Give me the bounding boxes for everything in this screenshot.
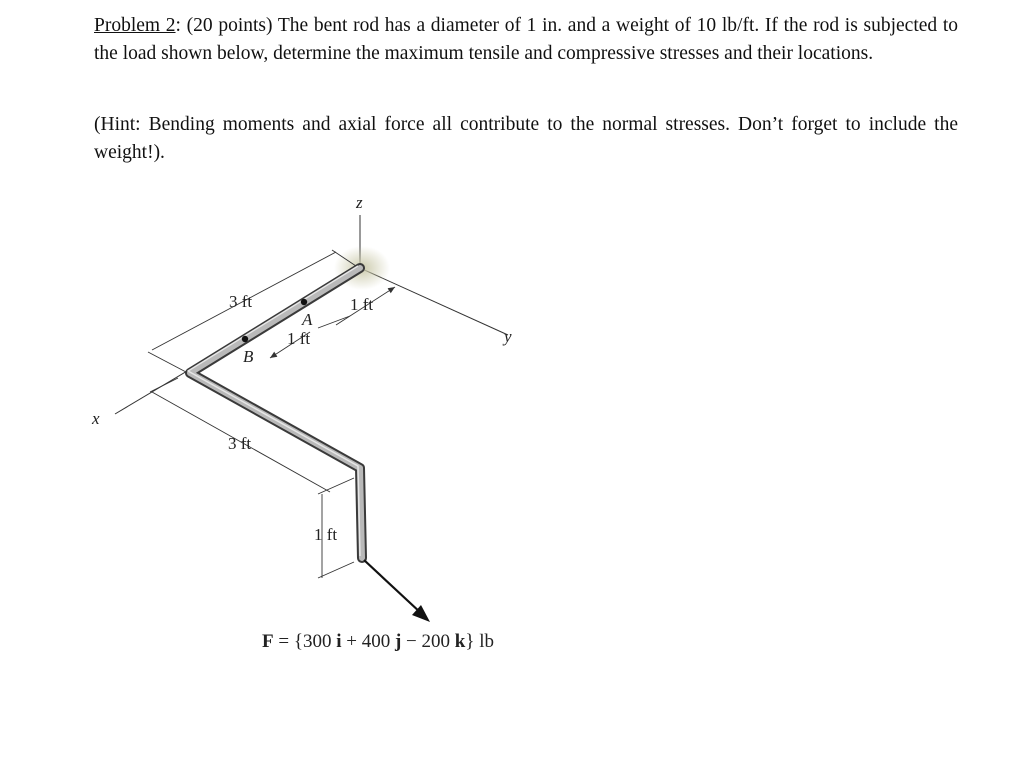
- point-a-label: A: [302, 310, 313, 329]
- point-b-label: B: [243, 347, 254, 366]
- dim-label-3ft-top: 3 ft: [229, 292, 253, 311]
- force-arrow: [364, 560, 422, 614]
- dim-label-1ft-top: 1 ft: [350, 295, 374, 314]
- point-a-marker: [301, 299, 307, 305]
- hint-text: (Hint: Bending moments and axial force all contribute to the normal stresses. Don’t forget to include the weight!).: [94, 114, 958, 163]
- ext-line: [150, 378, 178, 392]
- point-b-marker: [242, 336, 248, 342]
- problem-heading: Problem 2: [94, 15, 176, 36]
- z-axis-label: z: [356, 193, 363, 212]
- problem-text: : (20 points) The bent rod has a diameter of 1 in. and a weight of 10 lb/ft. If the rod is subjected to the load shown below, determine the maximum tensile and compressive stresses and their locations.: [94, 15, 958, 64]
- y-axis-label: y: [504, 327, 512, 346]
- dim-label-3ft-side: 3 ft: [228, 434, 252, 453]
- force-equation: F = {300 i + 400 j − 200 k} lb: [262, 631, 494, 652]
- x-axis-label: x: [92, 409, 100, 428]
- ext-line: [318, 478, 354, 494]
- ext-line: [148, 352, 186, 372]
- ext-line: [318, 316, 350, 328]
- ext-line: [318, 562, 354, 578]
- dim-label-1ft-vert: 1 ft: [314, 525, 338, 544]
- dim-label-1ft-mid: 1 ft: [287, 329, 311, 348]
- force-symbol: F: [262, 631, 274, 652]
- rod: [188, 266, 362, 558]
